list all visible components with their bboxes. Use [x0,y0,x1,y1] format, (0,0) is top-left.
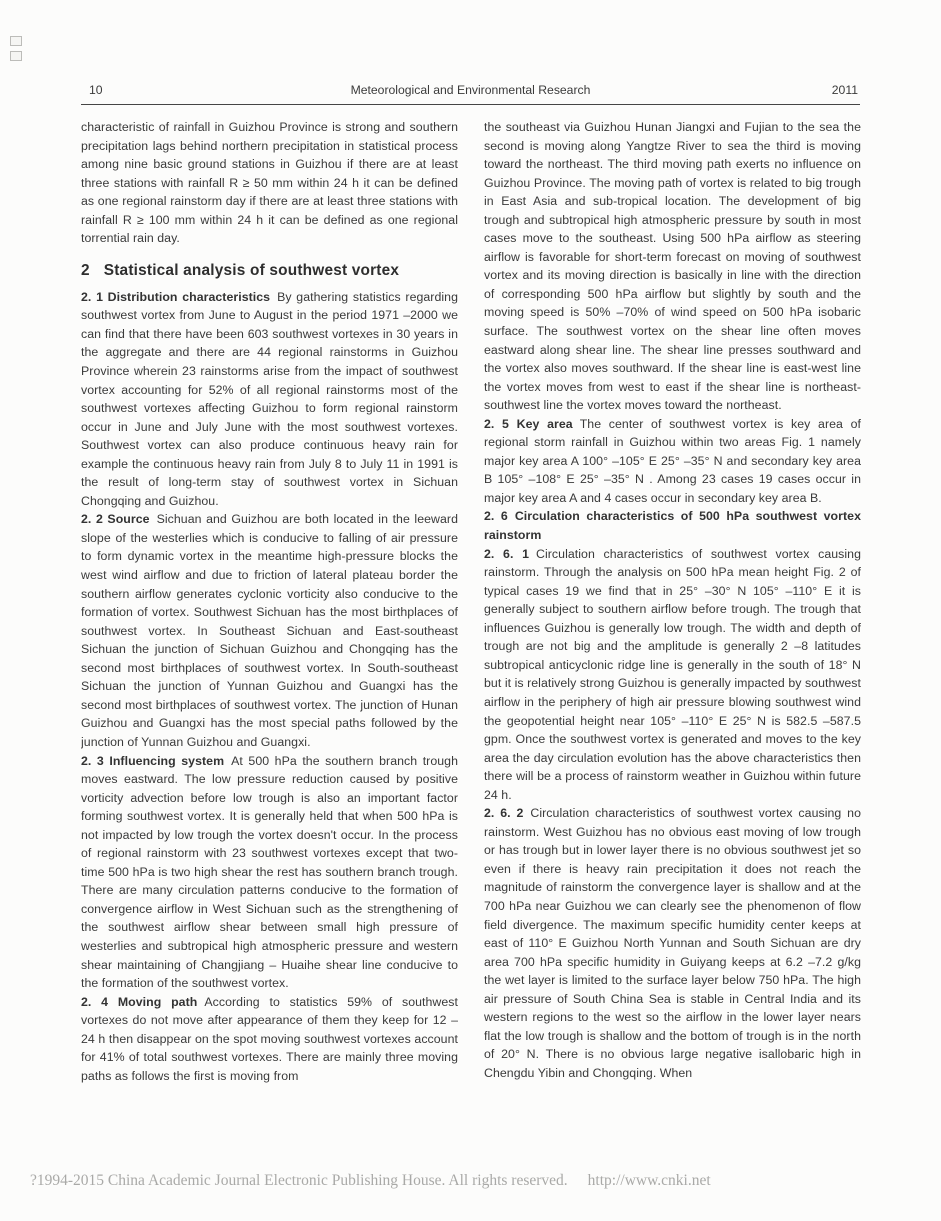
header-rule [81,104,860,105]
paragraph-2-3 [81,752,458,993]
paragraph-2-5 [484,415,861,508]
paragraph-text: characteristic of rainfall in Guizhou Province is strong and southern precipitation lags behind northern precipitation in statistical process among nine basic ground stations in Guizhou if there are at least three stations with rainfall R ≥ 50 mm within 24 h it can be defined as one regional rainstorm day if there are at least three stations with rainfall R ≥ 100 mm within 24 h it can be defined as one regional torrential rain day. [81,120,458,246]
copyright-text: ?1994-2015 China Academic Journal Electronic Publishing House. All rights reserved. [30,1172,568,1189]
journal-year: 2011 [831,83,858,97]
left-column [81,118,458,1160]
page-footer [30,1172,910,1190]
paragraph-text: the southeast via Guizhou Hunan Jiangxi and Fujian to the sea the second is moving along Yangtze River to sea the third is moving toward the northeast. The third moving path exerts no influence on Guizhou Province. The moving path of vortex is related to big trough in East Asia and sub-tropical location. The development of big trough and subtropical high atmospheric pressure by south in most cases move to the southeast. Using 500 hPa airflow as steering airflow is favorable for short-term forecast on moving of southwest vortex and its moving direction is basically in line with the direction of corresponding 500 hPa airflow but slightly by south and the moving speed is 50% –70% of wind speed on 500 hPa isobaric surface. The southwest vortex on the shear line often moves eastward along shear line. The shear line presses southward and the vortex also moves southward. If the shear line is east-west line the vortex moves from west to east if the shear line is northeast-southwest line the vortex moves toward the northeast. [484,120,861,413]
paragraph-text: At 500 hPa the southern branch trough moves eastward. The low pressure reduction caused by positive vorticity advection before low trough is also an important factor forming southwest vortex. It is generally held that when 500 hPa is not impacted by low trough the vortex doesn't occur. In the process of regional rainstorm with 23 southwest vortexes except that two-time 500 hPa is two high shear the rest has southern branch trough. There are many circulation patterns conducive to the formation of convergence airflow in West Sichuan such as the strengthening of the southwest airflow shear between small high pressure of westerlies and subtropical high atmospheric pressure and western shear maintaining of Changjiang – Huaihe shear line conducive to the formation of the southwest vortex. [81,753,458,991]
subsection-label: 2. 2 Source [81,512,150,527]
paragraph-text: Circulation characteristics of southwest vortex causing no rainstorm. West Guizhou has no obvious east moving of low trough or has trough but in lower layer there is no obvious southwest jet so even if there is heavy rain precipitation it does not reach the magnitude of rainstorm the convergence layer is shallow and at the 700 hPa near Guizhou we can clearly see the phenomenon of flow field divergence. The maximum specific humidity center keeps at east of 110° E Guizhou North Yunnan and South Sichuan are dry area 700 hPa specific humidity in Guiyang keeps at 6.2 –7.2 g/kg the wet layer is limited to the surface layer below 750 hPa. The high air pressure of South China Sea is stable in Central India and its western regions to the west so the airflow in the lower layer nears flat the low trough is shallow and the bottom of trough is in the north of 20° N. There is no obvious large negative isallobaric high in Chengdu Yibin and Chongqing. When [484,806,861,1080]
subsection-label: 2. 6. 1 [484,546,530,561]
paragraph-continuation [484,118,861,415]
footer-url: http://www.cnki.net [587,1172,711,1189]
page-number: 10 [89,83,103,97]
subsection-heading-2-6 [484,507,861,544]
section-title: Statistical analysis of southwest vortex [103,261,400,279]
subsection-label: 2. 6. 2 [484,806,524,821]
paragraph-text: The center of southwest vortex is key area of regional storm rainfall in Guizhou within two areas Fig. 1 namely major key area A 100° –105° E 25° –35° N and secondary key area B 105° –108° E 25° –35° N . Among 23 cases 19 cases occur in major key area A and 4 cases occur in secondary key area B. [484,416,861,505]
paragraph-text: Sichuan and Guizhou are both located in the leeward slope of the westerlies which is conducive to falling of air pressure to form dynamic vortex in the meantime high-pressure blocks the west wind airflow and due to friction of lateral plateau border the southern airflow generates cyclonic vorticity also conducive to the formation of vortex. Southwest Sichuan has the most birthplaces of southwest vortex. In Southeast Sichuan and East-southeast Sichuan the junction of Sichuan Guizhou and Chongqing has the second most birthplaces of southwest vortex. In South-southeast Sichuan the junction of Yunnan Guizhou and Guangxi has the second most birthplaces of southwest vortex. The junction of Hunan Guizhou and Guangxi has the most special paths followed by the junction of Yunnan Guizhou and Guangxi. [81,512,458,749]
paragraph-continuation [81,118,458,248]
subsection-label: 2. 6 [484,509,508,524]
paragraph-2-6-1 [484,545,861,805]
paragraph-text: Circulation characteristics of southwest vortex causing rainstorm. Through the analysis on 500 hPa mean height Fig. 2 of typical cases 19 we find that in 25° –30° N 105° –110° E it is generally subject to southern airflow before trough. The trough that influences Guizhou is generally low trough. The width and depth of trough are not big and the amplitude is generally 2 –8 latitudes subtropical anticyclonic ridge line is generally in the south of 18° N but it is relatively strong Guizhou is generally impacted by southwest airflow in the periphery of high air pressure blowing southwest wind the geopotential height near 105° –110° E 25° N is 582.5 –587.5 gpm. Once the southwest vortex is generated and moves to the key area the day circulation evolution has the above characteristics then there will be a process of rainstorm weather in Guizhou within future 24 h. [484,546,861,802]
right-column [484,118,861,1160]
scan-artifact-icon [10,51,22,61]
subsection-label: 2. 3 Influencing system [81,753,225,768]
section-heading [81,261,458,281]
paragraph-2-2 [81,510,458,751]
paragraph-2-1 [81,288,458,511]
subsection-label: 2. 1 Distribution characteristics [81,289,271,304]
paragraph-text: According to statistics 59% of southwest vortexes do not move after appearance of them they keep for 12 –24 h then disappear on the spot moving southwest vortexes account for 41% of total southwest vortexes. There are mainly three moving paths as follows the first is moving from [81,994,458,1083]
page-header [81,83,860,99]
subsection-title: Circulation characteristics of 500 hPa southwest vortex rainstorm [484,509,861,543]
paragraph-2-6-2 [484,804,861,1082]
journal-title: Meteorological and Environmental Research [350,83,591,97]
paragraph-2-4 [81,993,458,1086]
scan-artifact-icon [10,36,22,46]
paragraph-text: By gathering statistics regarding southwest vortex from June to August in the period 1971 –2000 we can find that there have been 603 southwest vortexes in 30 years in the aggregate and there are 44 regional rainstorms in Guizhou Province wherein 23 rainstorms arise from the impact of southwest vortex accounting for 52% of all regional rainstorms most of the southwest vortexes affecting Guizhou to form regional rainstorm occur in June and July June with the most southwest vortexes. Southwest vortex can also produce continuous heavy rain for example the continuous heavy rain from July 8 to July 11 in 1991 is the result of long-term stay of southwest vortex in Sichuan Chongqing and Guizhou. [81,289,458,508]
subsection-label: 2. 4 Moving path [81,994,198,1009]
scan-artifact-marks [10,36,22,66]
subsection-label: 2. 5 Key area [484,416,573,431]
section-number: 2 [81,261,90,279]
